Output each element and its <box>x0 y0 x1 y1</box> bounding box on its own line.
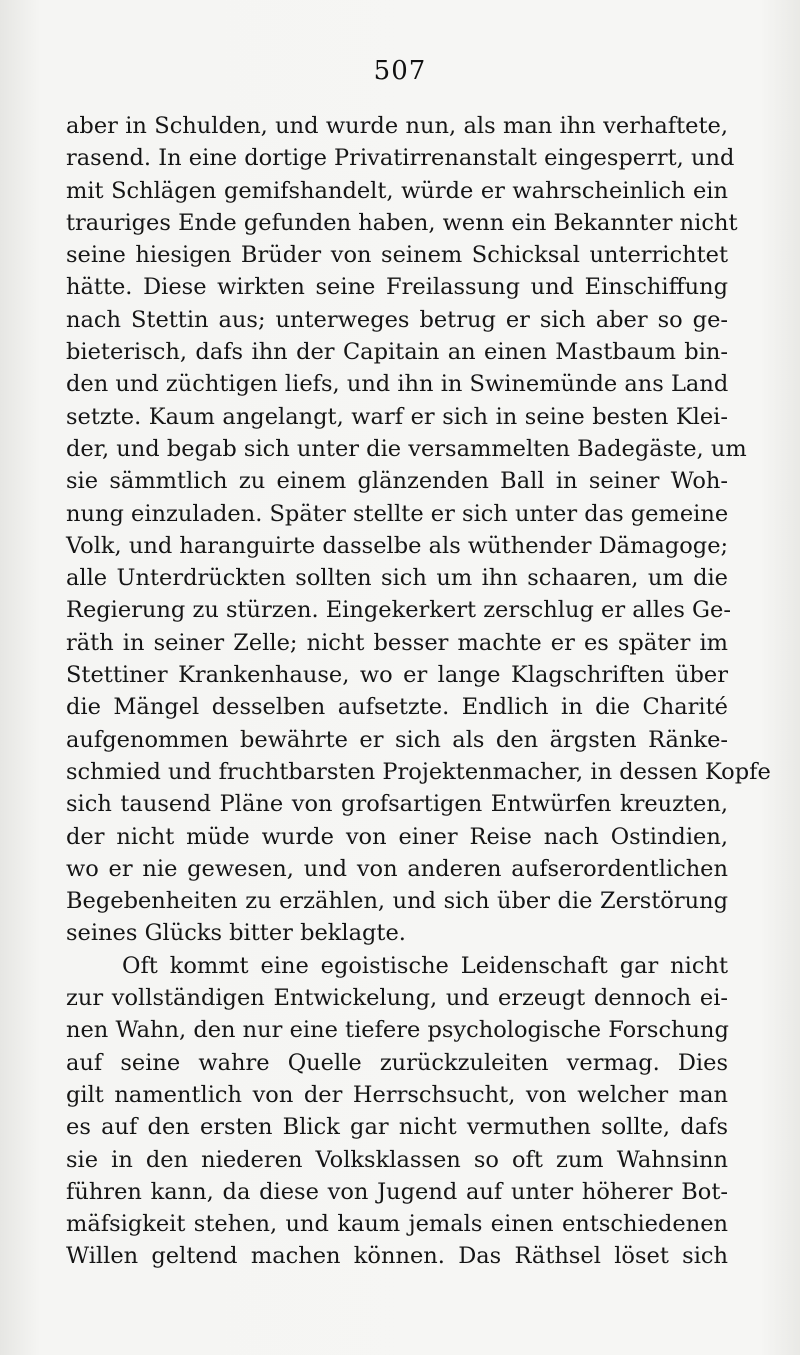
text-line: wo er nie gewesen, und von anderen aufserordentlichen <box>66 855 728 882</box>
text-line: zur vollständigen Entwickelung, und erzeugt dennoch ei- <box>66 985 728 1012</box>
text-line: aber in Schulden, und wurde nun, als man ihn verhaftete, <box>66 113 728 139</box>
text-line: nung einzuladen. Später stellte er sich unter das gemeine <box>66 500 729 527</box>
text-line: Begebenheiten zu erzählen, und sich über die Zerstörung <box>66 888 728 915</box>
text-line: hätte. Diese wirkten seine Freilassung und Einschiffung <box>66 274 728 301</box>
text-line: alle Unterdrückten sollten sich um ihn schaaren, um die <box>66 565 728 592</box>
text-line: Regierung zu stürzen. Eingekerkert zerschlug er alles Ge- <box>66 597 731 624</box>
text-line: der nicht müde wurde von einer Reise nach Ostindien, <box>66 823 728 850</box>
text-line: mäfsigkeit stehen, und kaum jemals einen entschiedenen <box>66 1211 728 1238</box>
text-line: Oft kommt eine egoistische Leidenschaft gar nicht <box>122 952 728 979</box>
page-number: 507 <box>373 56 427 86</box>
text-line: nen Wahn, den nur eine tiefere psychologische Forschung <box>66 1017 729 1044</box>
text-line: trauriges Ende gefunden haben, wenn ein Bekannter nicht <box>66 209 738 236</box>
text-line: führen kann, da diese von Jugend auf unter höherer Bot- <box>66 1178 728 1205</box>
text-line: sich tausend Pläne von grofsartigen Entwürfen kreuzten, <box>66 791 728 818</box>
text-line: sie sämmtlich zu einem glänzenden Ball in seiner Woh- <box>66 468 728 495</box>
text-line: schmied und fruchtbarsten Projektenmacher, in dessen Kopfe <box>66 758 771 785</box>
text-line: rasend. In eine dortige Privatirrenanstalt eingesperrt, und <box>66 145 735 172</box>
text-line: seines Glücks bitter beklagte. <box>66 920 406 947</box>
text-line: Volk, und haranguirte dasselbe als wüthender Dämagoge; <box>66 532 729 559</box>
text-line: auf seine wahre Quelle zurückzuleiten vermag. Dies <box>66 1049 728 1076</box>
text-line: aufgenommen bewährte er sich als den ärgsten Ränke- <box>66 726 728 753</box>
text-line: nach Stettin aus; unterweges betrug er sich aber so ge- <box>66 306 728 333</box>
text-line: setzte. Kaum angelangt, warf er sich in seine besten Klei- <box>66 403 728 430</box>
text-line: den und züchtigen liefs, und ihn in Swinemünde ans Land <box>66 371 729 398</box>
text-line: mit Schlägen gemifshandelt, würde er wahrscheinlich ein <box>66 177 728 204</box>
text-line: gilt namentlich von der Herrschsucht, von welcher man <box>66 1081 728 1108</box>
body-text <box>66 110 771 1273</box>
text-line: der, und begab sich unter die versammelten Badegäste, um <box>66 435 747 462</box>
text-line: die Mängel desselben aufsetzte. Endlich in die Charité <box>66 694 728 721</box>
text-line: räth in seiner Zelle; nicht besser machte er es später im <box>66 629 728 656</box>
text-line: bieterisch, dafs ihn der Capitain an einen Mastbaum bin- <box>66 339 728 366</box>
text-line: es auf den ersten Blick gar nicht vermuthen sollte, dafs <box>66 1114 728 1141</box>
text-line: seine hiesigen Brüder von seinem Schicksal unterrichtet <box>66 242 728 269</box>
text-line: Willen geltend machen können. Das Räthsel löset sich <box>66 1243 728 1270</box>
text-line: Stettiner Krankenhause, wo er lange Klagschriften über <box>66 662 728 689</box>
text-line: sie in den niederen Volksklassen so oft zum Wahnsinn <box>66 1146 728 1173</box>
